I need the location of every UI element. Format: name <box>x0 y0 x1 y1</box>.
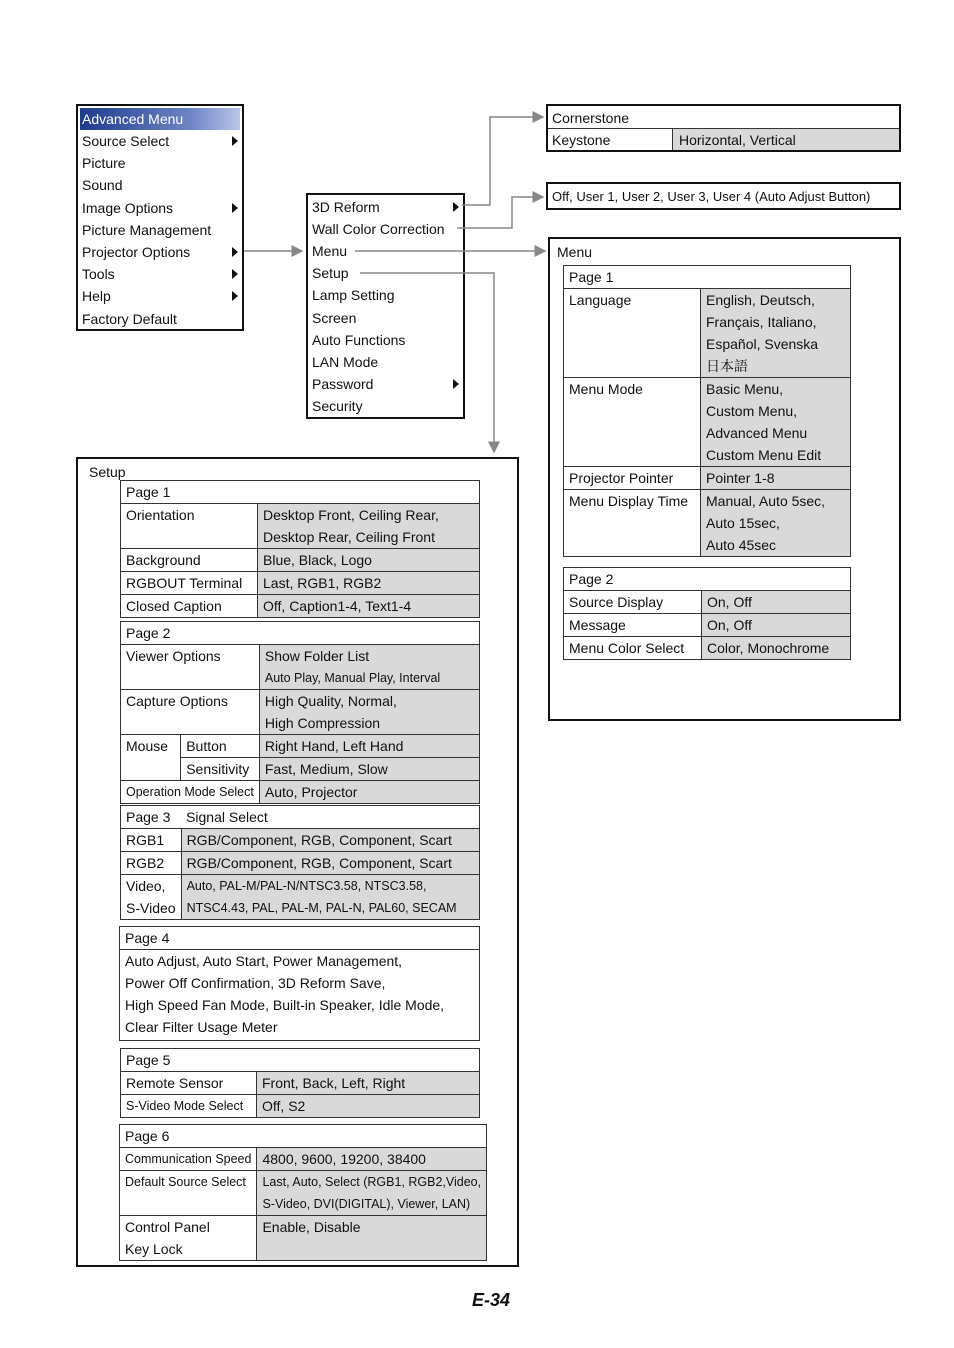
submenu-item-screen[interactable]: Screen <box>312 310 357 326</box>
rgb1-value: RGB/Component, RGB, Component, Scart <box>181 829 479 852</box>
closed-caption-label: Closed Caption <box>121 595 258 618</box>
menu-page1-header: Page 1 <box>564 266 851 289</box>
menu-mode-values: Basic Menu, Custom Menu, Advanced Menu Custom Menu Edit <box>701 378 851 467</box>
setup-page1-table <box>120 480 480 618</box>
setup-page4-items: Auto Adjust, Auto Start, Power Management, Power Off Confirmation, 3D Reform Save, High Speed Fan Mode, Built-in Speaker, Idle Mode, Clear Filter Usage Meter <box>120 950 480 1041</box>
control-panel-key-lock-value: Enable, Disable <box>257 1216 487 1261</box>
mouse-button-value: Right Hand, Left Hand <box>259 735 479 758</box>
submenu-item-lan-mode[interactable]: LAN Mode <box>312 354 379 370</box>
menu-panel-title: Menu <box>557 244 593 260</box>
mouse-sensitivity-value: Fast, Medium, Slow <box>259 758 479 781</box>
operation-mode-value: Auto, Projector <box>259 781 479 804</box>
video-values: Auto, PAL-M/PAL-N/NTSC3.58, NTSC3.58, NTSC4.43, PAL, PAL-M, PAL-N, PAL60, SECAM <box>181 875 479 920</box>
message-value: On, Off <box>702 614 851 637</box>
menu-item-help[interactable]: Help <box>82 288 111 304</box>
menu-page1-table <box>563 265 851 557</box>
s-video-mode-value: Off, S2 <box>257 1095 480 1118</box>
source-display-value: On, Off <box>702 591 851 614</box>
communication-speed-value: 4800, 9600, 19200, 38400 <box>257 1148 487 1171</box>
cornerstone-label: Cornerstone <box>552 110 630 126</box>
reform-options-panel <box>546 104 901 152</box>
keystone-value: Horizontal, Vertical <box>672 129 899 150</box>
mouse-sensitivity-label: Sensitivity <box>181 758 260 781</box>
menu-display-time-values: Manual, Auto 5sec, Auto 15sec, Auto 45sec <box>701 490 851 557</box>
setup-page1-header: Page 1 <box>121 481 480 504</box>
submenu-item-setup[interactable]: Setup <box>312 265 349 281</box>
language-label: Language <box>564 289 701 378</box>
control-panel-key-lock-label: Control Panel Key Lock <box>120 1216 257 1261</box>
rgb2-value: RGB/Component, RGB, Component, Scart <box>181 852 479 875</box>
communication-speed-label: Communication Speed <box>120 1148 257 1171</box>
source-display-label: Source Display <box>564 591 702 614</box>
viewer-options-values: Show Folder List Auto Play, Manual Play, Interval <box>259 645 479 690</box>
rgbout-terminal-values: Last, RGB1, RGB2 <box>258 572 480 595</box>
orientation-label: Orientation <box>121 504 258 549</box>
submenu-item-menu[interactable]: Menu <box>312 243 348 259</box>
setup-page2-header: Page 2 <box>121 622 480 645</box>
default-source-select-label: Default Source Select <box>120 1171 257 1216</box>
setup-page4-table <box>119 926 480 1041</box>
menu-item-source-select[interactable]: Source Select <box>82 133 170 149</box>
projector-pointer-label: Projector Pointer <box>564 467 701 490</box>
setup-page3-table <box>120 805 480 920</box>
rgb2-label: RGB2 <box>121 852 182 875</box>
menu-item-image-options[interactable]: Image Options <box>82 200 174 216</box>
remote-sensor-label: Remote Sensor <box>121 1072 257 1095</box>
wall-color-options-panel <box>546 182 901 210</box>
rgbout-terminal-label: RGBOUT Terminal <box>121 572 258 595</box>
menu-item-tools[interactable]: Tools <box>82 266 115 282</box>
message-label: Message <box>564 614 702 637</box>
closed-caption-values: Off, Caption1-4, Text1-4 <box>258 595 480 618</box>
capture-options-values: High Quality, Normal, High Compression <box>259 690 479 735</box>
menu-color-select-label: Menu Color Select <box>564 637 702 660</box>
background-values: Blue, Black, Logo <box>258 549 480 572</box>
menu-mode-label: Menu Mode <box>564 378 701 467</box>
rgb1-label: RGB1 <box>121 829 182 852</box>
mouse-button-label: Button <box>181 735 260 758</box>
video-label: Video, S-Video <box>121 875 182 920</box>
projector-pointer-values: Pointer 1-8 <box>701 467 851 490</box>
setup-page6-header: Page 6 <box>120 1125 487 1148</box>
setup-page2-table <box>120 621 480 804</box>
setup-page4-header: Page 4 <box>120 927 480 950</box>
setup-page6-table <box>119 1124 487 1261</box>
menu-item-sound[interactable]: Sound <box>82 177 123 193</box>
remote-sensor-value: Front, Back, Left, Right <box>257 1072 480 1095</box>
capture-options-label: Capture Options <box>121 690 260 735</box>
orientation-values: Desktop Front, Ceiling Rear, Desktop Rear, Ceiling Front <box>258 504 480 549</box>
submenu-item-password[interactable]: Password <box>312 376 374 392</box>
menu-item-picture[interactable]: Picture <box>82 155 126 171</box>
submenu-item-3d-reform[interactable]: 3D Reform <box>312 199 380 215</box>
setup-page5-header: Page 5 <box>121 1049 480 1072</box>
submenu-item-lamp-setting[interactable]: Lamp Setting <box>312 287 395 303</box>
menu-item-projector-options[interactable]: Projector Options <box>82 244 191 260</box>
submenu-item-security[interactable]: Security <box>312 398 363 414</box>
page-number: E-34 <box>472 1290 511 1310</box>
setup-page5-table <box>120 1048 480 1118</box>
default-source-select-values: Last, Auto, Select (RGB1, RGB2,Video, S-Video, DVI(DIGITAL), Viewer, LAN) <box>257 1171 487 1216</box>
menu-item-factory-default[interactable]: Factory Default <box>82 311 177 327</box>
menu-page2-table <box>563 567 851 660</box>
mouse-label: Mouse <box>121 735 181 781</box>
menu-display-time-label: Menu Display Time <box>564 490 701 557</box>
setup-panel-title: Setup <box>89 464 126 480</box>
s-video-mode-label: S-Video Mode Select <box>121 1095 257 1118</box>
language-values: English, Deutsch, Français, Italiano, Español, Svenska 日本語 <box>701 289 851 378</box>
background-label: Background <box>121 549 258 572</box>
submenu-item-auto-functions[interactable]: Auto Functions <box>312 332 406 348</box>
menu-color-select-value: Color, Monochrome <box>702 637 851 660</box>
operation-mode-label: Operation Mode Select <box>121 781 260 804</box>
keystone-label: Keystone <box>552 132 611 148</box>
setup-page3-header: Page 3 <box>121 806 182 829</box>
submenu-item-wall-color-correction[interactable]: Wall Color Correction <box>312 221 445 237</box>
wall-color-values: Off, User 1, User 2, User 3, User 4 (Auto Adjust Button) <box>552 189 871 204</box>
menu-item-picture-management[interactable]: Picture Management <box>82 222 212 238</box>
menu-page2-header: Page 2 <box>564 568 851 591</box>
viewer-options-label: Viewer Options <box>121 645 260 690</box>
signal-select-header: Signal Select <box>181 806 479 829</box>
advanced-menu-title[interactable]: Advanced Menu <box>80 108 240 130</box>
